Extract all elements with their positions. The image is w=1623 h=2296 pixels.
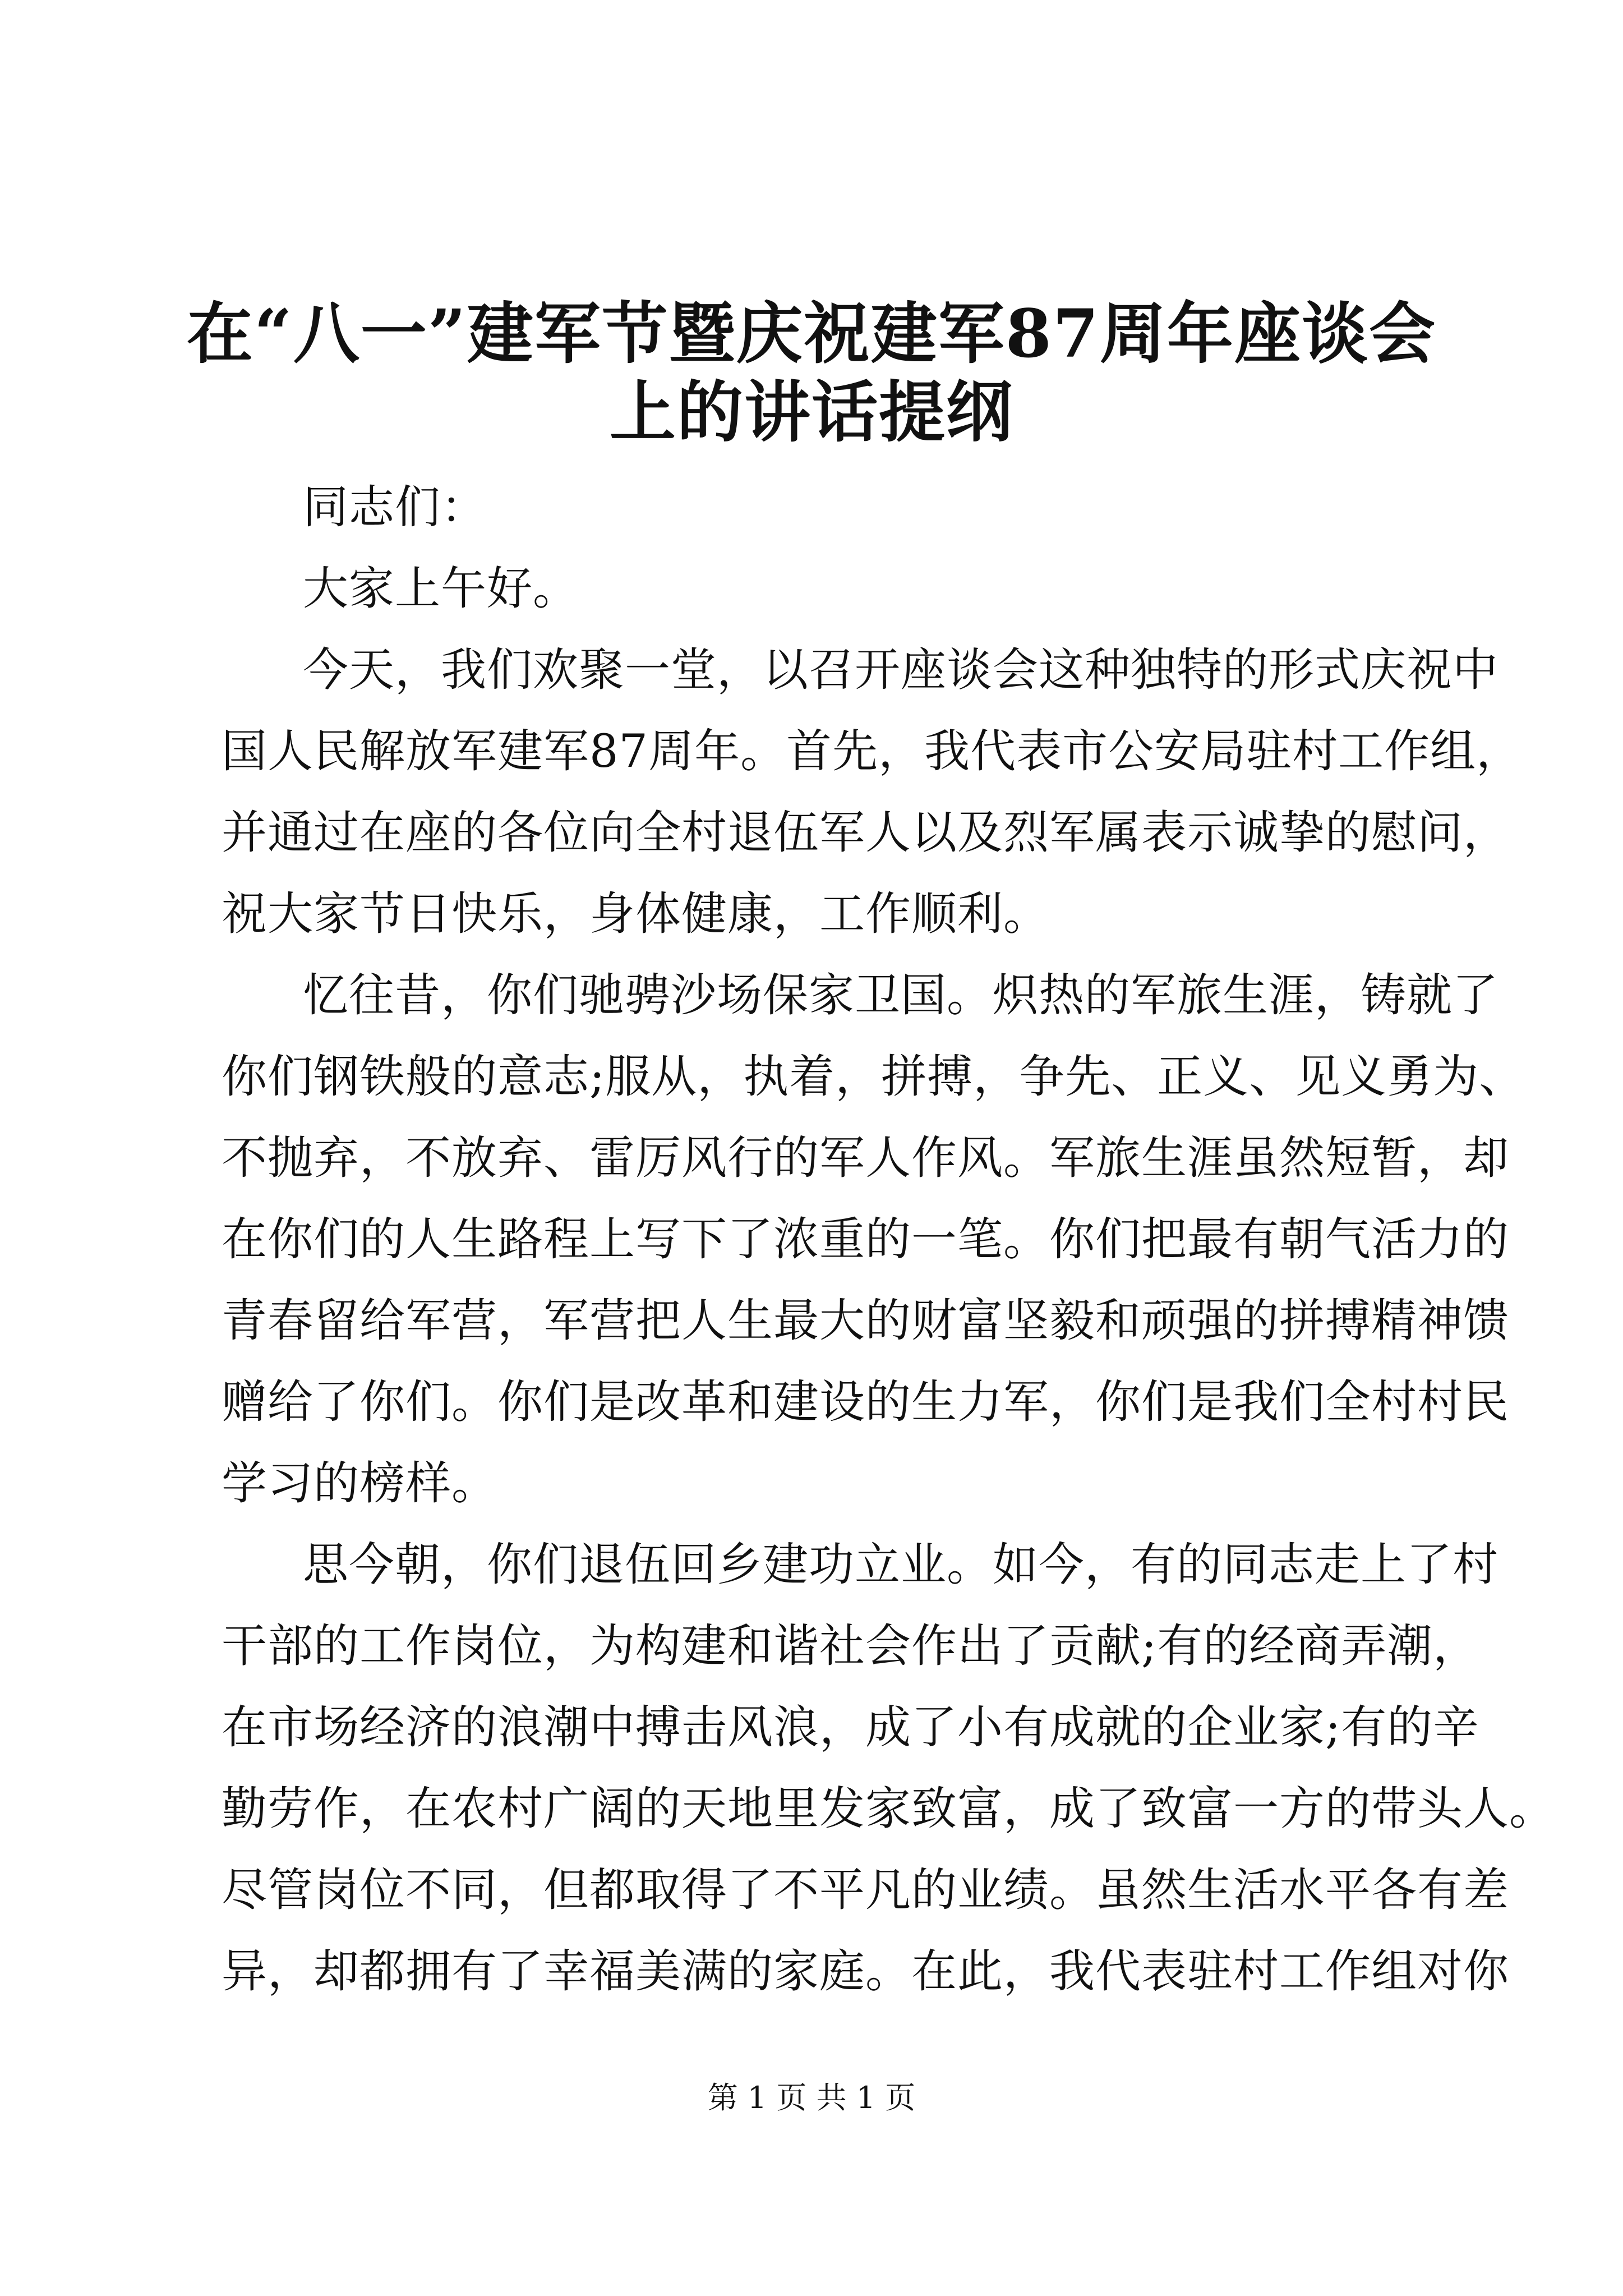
page-footer: 第 1 页 共 1 页: [707, 2080, 916, 2115]
paragraph-line: 尽管岗位不同，但都取得了不平凡的业绩。虽然生活水平各有差: [222, 1864, 1510, 1917]
paragraph-line: 异，却都拥有了幸福美满的家庭。在此，我代表驻村工作组对你: [222, 1945, 1510, 1998]
document-title-line-2: 上的讲话提纲: [609, 373, 1013, 451]
paragraph-line: 今天，我们欢聚一堂，以召开座谈会这种独特的形式庆祝中: [303, 644, 1499, 697]
paragraph-line: 祝大家节日快乐，身体健康，工作顺利。: [222, 888, 1050, 941]
paragraph-line: 不抛弃，不放弃、雷厉风行的军人作风。军旅生涯虽然短暂，却: [222, 1132, 1510, 1185]
paragraph-line: 国人民解放军建军87周年。首先，我代表市公安局驻村工作组，: [222, 725, 1523, 778]
greeting: 大家上午好。: [303, 563, 579, 615]
paragraph-line: 并通过在座的各位向全村退伍军人以及烈军属表示诚挚的慰问，: [222, 807, 1510, 859]
paragraph-line: 赠给了你们。你们是改革和建设的生力军，你们是我们全村村民: [222, 1376, 1510, 1429]
paragraph-line: 在你们的人生路程上写下了浓重的一笔。你们把最有朝气活力的: [222, 1213, 1510, 1266]
document-title-line-1: 在“八一”建军节暨庆祝建军87周年座谈会: [187, 295, 1436, 372]
paragraph-line: 青春留给军营，军营把人生最大的财富坚毅和顽强的拼搏精神馈: [222, 1295, 1510, 1347]
salutation: 同志们：: [303, 481, 487, 534]
paragraph-line: 勤劳作，在农村广阔的天地里发家致富，成了致富一方的带头人。: [222, 1783, 1556, 1835]
paragraph-line: 思今朝，你们退伍回乡建功立业。如今，有的同志走上了村: [303, 1539, 1499, 1591]
paragraph-line: 忆往昔，你们驰骋沙场保家卫国。炽热的军旅生涯，铸就了: [303, 969, 1499, 1022]
paragraph-line: 学习的榜样。: [222, 1457, 498, 1510]
paragraph-line: 在市场经济的浪潮中搏击风浪，成了小有成就的企业家;有的辛: [222, 1701, 1479, 1754]
paragraph-line: 干部的工作岗位，为构建和谐社会作出了贡献;有的经商弄潮，: [222, 1620, 1479, 1673]
paragraph-line: 你们钢铁般的意志;服从，执着，拼搏，争先、正义、见义勇为、: [222, 1051, 1525, 1103]
